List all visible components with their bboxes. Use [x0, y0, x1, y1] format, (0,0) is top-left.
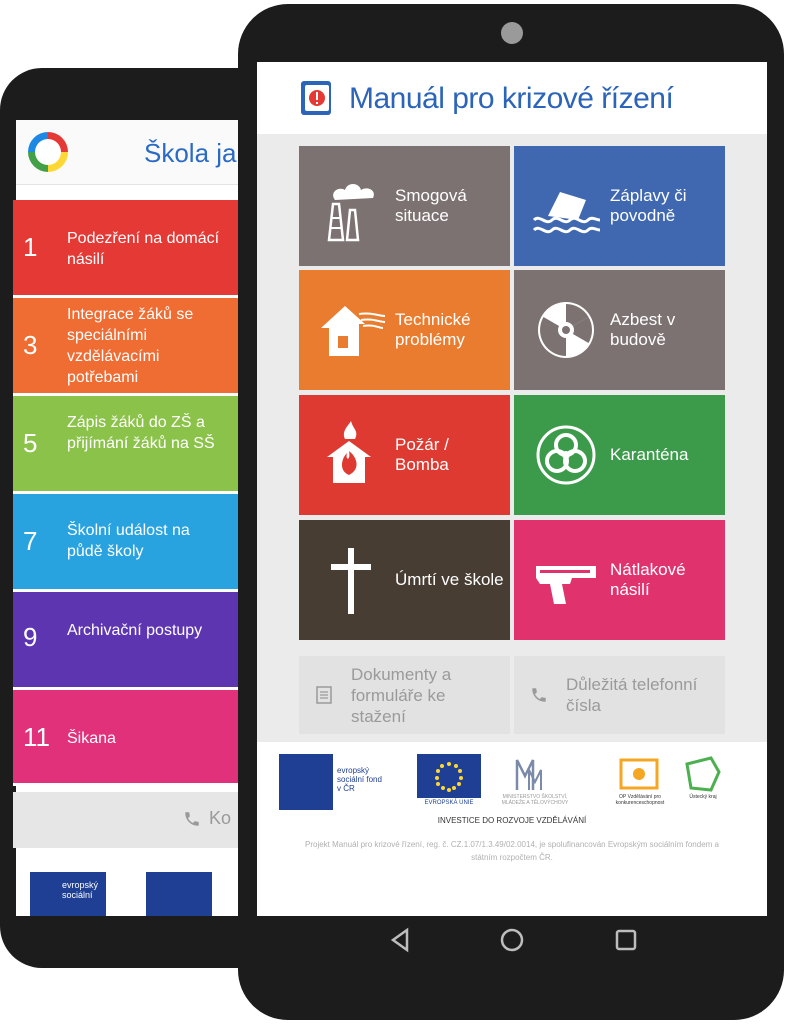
- back-topic-list: [13, 200, 239, 786]
- home-circle-icon[interactable]: [498, 926, 526, 954]
- recents-square-icon[interactable]: [612, 926, 640, 954]
- tile-label: Úmrtí ve škole: [395, 570, 504, 589]
- tile-death[interactable]: [299, 520, 510, 640]
- android-nav-bar: [257, 916, 767, 964]
- tile-technical[interactable]: [299, 270, 510, 390]
- tile-label: Požár / Bomba: [395, 435, 449, 474]
- app-title: Manuál pro krizové řízení: [349, 82, 674, 115]
- tile-label: Technické problémy: [395, 310, 471, 349]
- tile-fire[interactable]: [299, 395, 510, 515]
- back-app-header: [16, 120, 240, 185]
- tile-flood[interactable]: [514, 146, 725, 266]
- investice-text: INVESTICE DO ROZVOJE VZDĚLÁVÁNÍ: [437, 816, 587, 825]
- tile-label: Nátlakové násilí: [610, 560, 686, 599]
- esf-logo: [279, 754, 387, 810]
- tile-smog[interactable]: [299, 146, 510, 266]
- back-contact-button[interactable]: [13, 792, 239, 848]
- list-item-label: Školní událost na půdě školy: [67, 522, 190, 560]
- project-note: Projekt Manuál pro krizové řízení, reg. č. CZ.1.07/1.3.49/02.0014, je spolufinancován Evropským sociálním fondem a státním rozpočtem ČR.: [305, 840, 719, 862]
- tile-label: Záplavy či povodně: [610, 186, 687, 225]
- phone-icon: [530, 686, 548, 704]
- documents-button[interactable]: [299, 656, 510, 734]
- list-item-label: Podezření na domácí násilí: [67, 230, 220, 268]
- factory-smog-icon: [315, 170, 387, 242]
- gun-icon: [530, 544, 602, 616]
- msmt-logo: [515, 756, 545, 792]
- list-item-label: Archivační postupy: [67, 622, 203, 639]
- phone-camera: [501, 22, 523, 44]
- esf-logo: [30, 872, 106, 916]
- document-icon: [315, 686, 333, 704]
- flood-house-icon: [530, 170, 602, 242]
- phone-numbers-label: Důležitá telefonní čísla: [566, 675, 698, 715]
- list-item[interactable]: [13, 298, 239, 396]
- list-item-number: 9: [23, 622, 38, 652]
- eu-flag-logo: [146, 872, 212, 916]
- eu-stars-icon: [417, 754, 481, 798]
- manual-book-icon: [299, 79, 335, 117]
- tile-quarantine[interactable]: [514, 395, 725, 515]
- list-item[interactable]: [13, 396, 239, 494]
- documents-label: Dokumenty a formuláře ke stažení: [351, 664, 452, 726]
- list-item[interactable]: [13, 494, 239, 592]
- back-app-title: Škola ja: [144, 138, 237, 168]
- list-item-number: 11: [23, 722, 50, 752]
- phone-icon: [183, 810, 201, 828]
- biohazard-icon: [530, 419, 602, 491]
- tile-coercion[interactable]: [514, 520, 725, 640]
- eu-logo-text: EVROPSKÁ UNIE: [424, 800, 474, 806]
- tile-asbestos[interactable]: [514, 270, 725, 390]
- list-item-label: Šikana: [67, 730, 116, 747]
- phone-numbers-button[interactable]: [514, 656, 725, 734]
- tile-label: Smogová situace: [395, 186, 467, 225]
- back-contact-label: Ko: [209, 808, 232, 828]
- cross-icon: [315, 544, 387, 616]
- tile-label: Azbest v budově: [610, 310, 676, 349]
- list-item-label: Zápis žáků do ZŠ a přijímání žáků na SŠ: [67, 414, 215, 452]
- list-item-number: 1: [23, 232, 38, 262]
- op-logo: [617, 754, 661, 794]
- radiation-icon: [530, 294, 602, 366]
- tile-label: Karanténa: [610, 445, 689, 464]
- esf-logo-text: evropský sociální fond v ČR: [337, 766, 382, 793]
- list-item-label: Integrace žáků se speciálními vzdělávacími potřebami: [67, 306, 194, 386]
- front-phone-frame: [238, 4, 784, 1020]
- list-item-number: 5: [23, 428, 38, 458]
- house-wind-icon: [315, 294, 387, 366]
- msmt-logo-text: MINISTERSTVO ŠKOLSTVÍ, MLÁDEŽE A TĚLOVÝCHOVY: [501, 794, 569, 806]
- eu-flag-logo: [417, 754, 481, 798]
- list-item[interactable]: [13, 592, 239, 690]
- kraj-logo-text: Ústecký kraj: [689, 794, 717, 800]
- back-triangle-icon[interactable]: [387, 926, 415, 954]
- list-item[interactable]: [13, 690, 239, 786]
- kraj-logo: [681, 754, 725, 794]
- app-logo-icon: [28, 132, 68, 172]
- list-item[interactable]: [13, 200, 239, 298]
- app-header: [257, 62, 767, 134]
- sponsor-footer: [257, 742, 767, 920]
- esf-logo-text: evropský sociální: [62, 880, 99, 900]
- list-item-number: 3: [23, 330, 38, 360]
- list-item-number: 7: [23, 526, 38, 556]
- op-logo-text: OP Vzdělávání pro konkurenceschopnost: [615, 794, 665, 806]
- front-phone-screen: [257, 62, 767, 920]
- fire-house-icon: [315, 419, 387, 491]
